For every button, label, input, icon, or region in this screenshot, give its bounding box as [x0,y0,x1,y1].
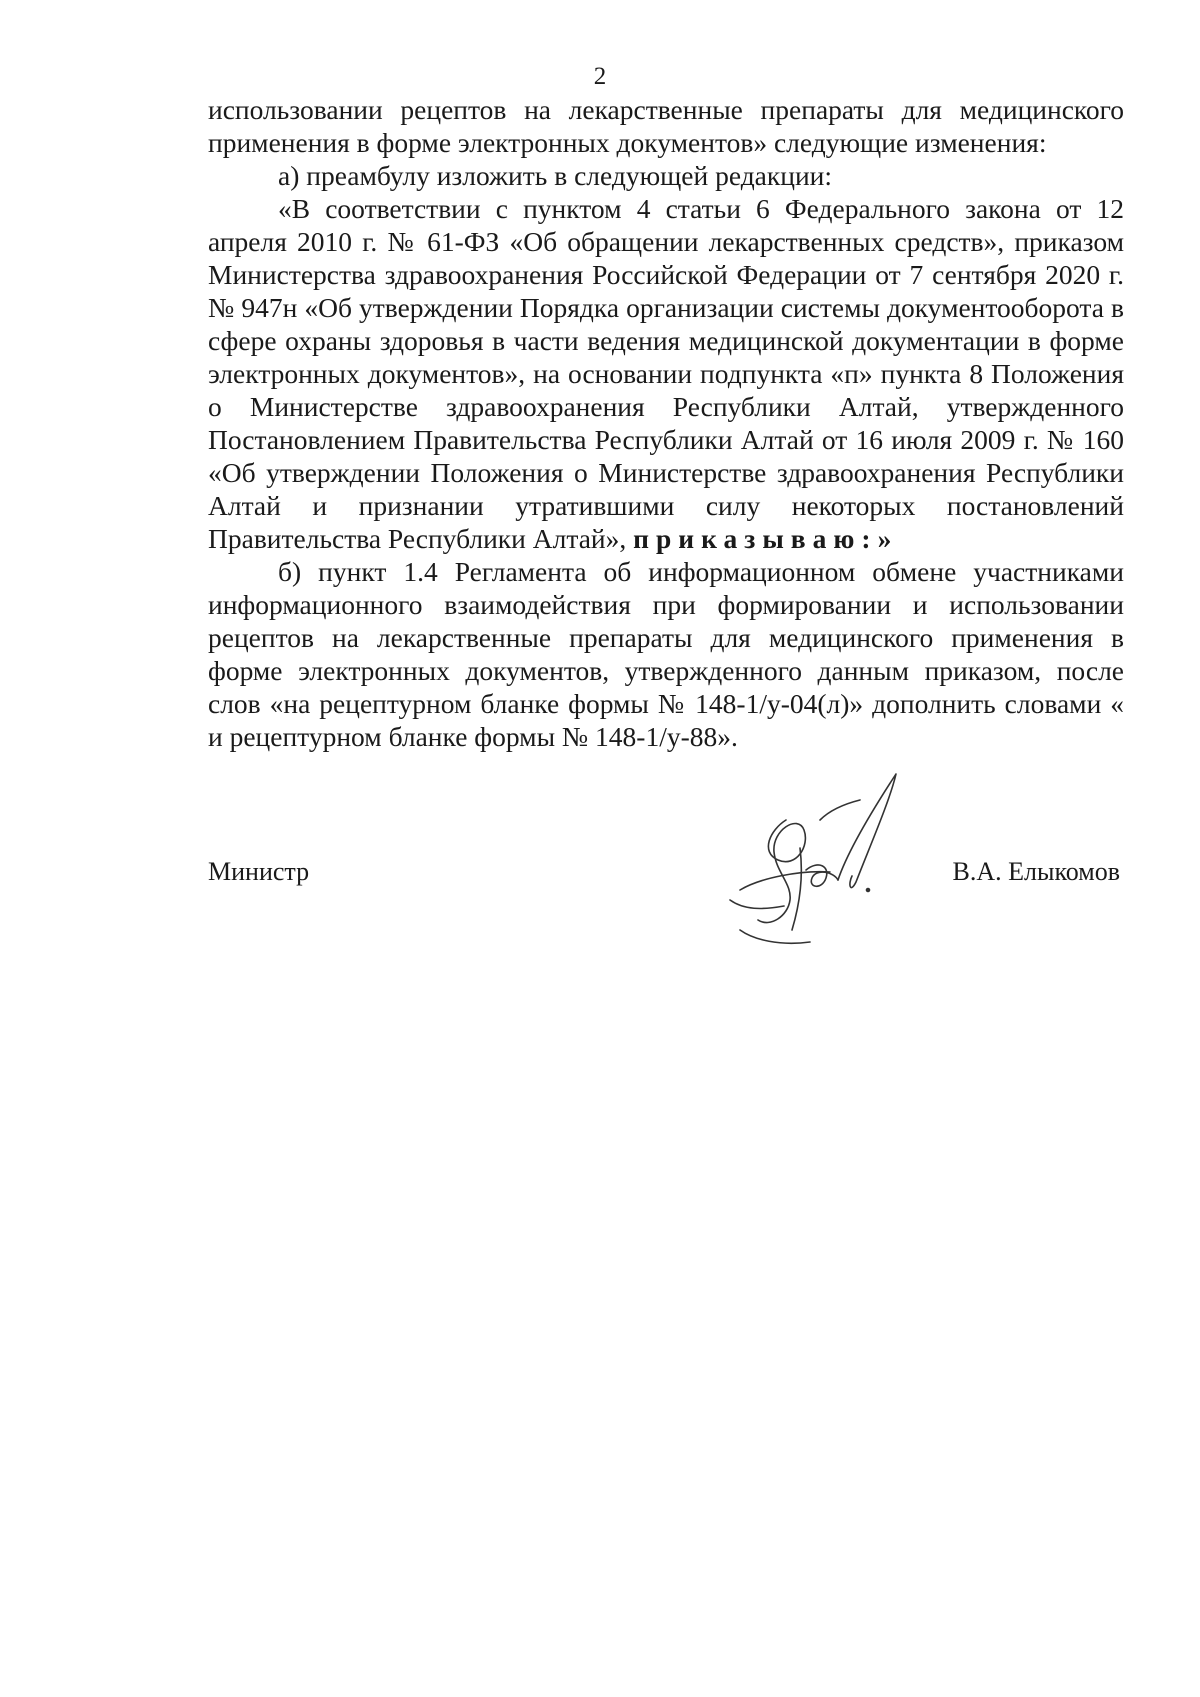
paragraph-item-a: а) преамбулу изложить в следующей редакции: [278,160,833,191]
paragraph-intro: использовании рецептов на лекарственные препараты для медицинского применения в форме электронных документов» следующие изменения: [208,94,1124,158]
paragraph-preamble [208,192,1124,555]
handwritten-signature [700,760,940,960]
paragraph-item-b: б) пункт 1.4 Регламента об информационном обмене участниками информационного взаимодействия при формировании и использовании рецептов на лекарственные препараты для медицинского применения в форме электронных документов, утвержденного данным приказом, после слов «на рецептурном бланке формы № 148-1/у-04(л)» дополнить словами « и рецептурном бланке формы № 148-1/у-88». [208,556,1124,752]
preamble-text: «В соответствии с пунктом 4 статьи 6 Федерального закона от 12 апреля 2010 г. № 61-ФЗ «Об обращении лекарственных средств», приказом Министерства здравоохранения Российской Федерации от 7 сентября 2020 г. № 947н «Об утверждении Порядка организации системы документооборота в сфере охраны здоровья в части ведения медицинской документации в форме электронных документов», на основании подпункта «п» пункта 8 Положения о Министерстве здравоохранения Республики Алтай, утвержденного Постановлением Правительства Республики Алтай от 16 июля 2009 г. № 160 «Об утверждении Положения о Министерстве здравоохранения Республики Алтай и признании утратившими силу некоторых постановлений Правительства Республики Алтай», [208,193,1124,554]
preamble-order-word: приказываю:» [633,523,899,554]
page-number: 2 [593,63,607,90]
signatory-name: В.А. Елыкомов [952,857,1120,886]
signature-row [0,856,1200,896]
signatory-title: Министр [208,857,310,886]
document-body [208,93,1124,753]
